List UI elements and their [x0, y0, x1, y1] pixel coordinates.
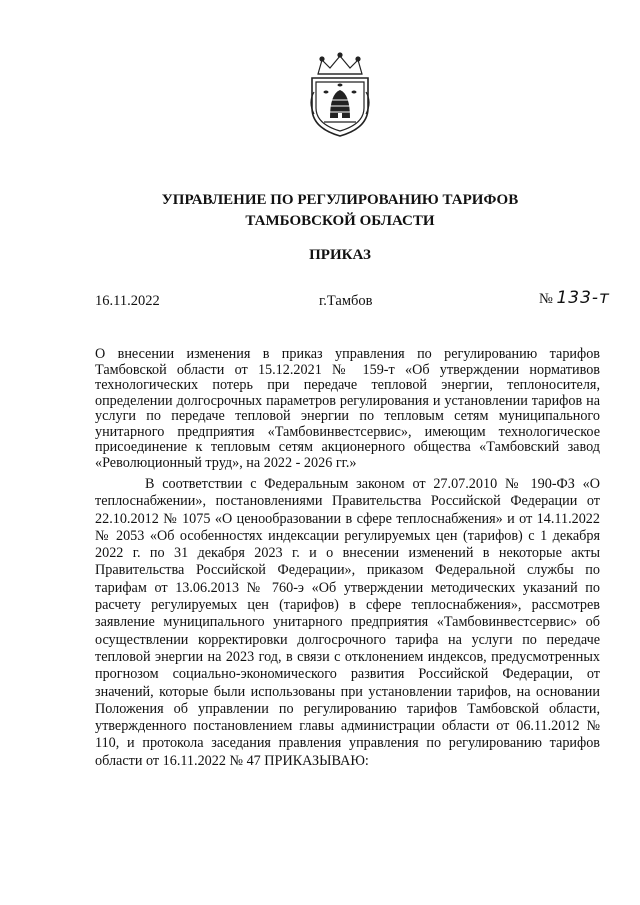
handwritten-number: 133-т	[556, 288, 610, 308]
document-city: г.Тамбов	[319, 293, 373, 309]
org-line-1: УПРАВЛЕНИЕ ПО РЕГУЛИРОВАНИЮ ТАРИФОВ	[161, 192, 519, 208]
organization-name	[80, 190, 600, 232]
order-subject: О внесении изменения в приказ управления по регулированию тарифов Тамбовской области от 15.12.2021 № 159-т «Об утверждении нормативов технологических потерь при передаче тепловой энергии, теплоносителя, определении долгосрочных параметров регулирования и установлении тарифов на услуги по передаче тепловой энергии по тепловым сетям муниципального унитарного предприятия «Тамбовинвестсервис», имеющим технологическое присоединение к тепловым сетям акционерного общества «Тамбовский завод «Революционный труд», на 2022 - 2026 гг.»	[95, 346, 600, 471]
number-sign: №	[539, 291, 553, 307]
document-type: ПРИКАЗ	[309, 247, 371, 263]
document-date: 16.11.2022	[95, 293, 160, 309]
org-line-2: ТАМБОВСКОЙ ОБЛАСТИ	[245, 213, 435, 229]
document-number	[539, 288, 610, 308]
coat-of-arms-icon	[304, 52, 376, 138]
order-body: В соответствии с Федеральным законом от 27.07.2010 № 190-ФЗ «О теплоснабжении», постановлениями Правительства Российской Федерации от 22.10.2012 № 1075 «О ценообразовании в сфере теплоснабжения» и от 14.11.2022 № 2053 «Об особенностях индексации регулируемых цен (тарифов) с 1 декабря 2022 г. по 31 декабря 2023 г. и о внесении изменений в некоторые акты Правительства Российской Федерации», приказом Федеральной службы по тарифам от 13.06.2013 № 760-э «Об утверждении методических указаний по расчету регулируемых цен (тарифов) в сфере теплоснабжения», рассмотрев заявление муниципального унитарного предприятия «Тамбовинвестсервис» об осуществлении корректировки долгосрочного тарифа на услуги по передаче тепловой энергии на 2023 год, в связи с отклонением индексов, предусмотренных прогнозом социально-экономического развития Российской Федерации, от значений, которые были использованы при установлении тарифов, на основании Положения об управлении по регулированию тарифов Тамбовской области, утвержденного постановлением главы администрации области от 06.11.2012 № 110, и протокола заседания правления управления по регулированию тарифов области от 16.11.2022 № 47 ПРИКАЗЫВАЮ:	[95, 476, 600, 769]
